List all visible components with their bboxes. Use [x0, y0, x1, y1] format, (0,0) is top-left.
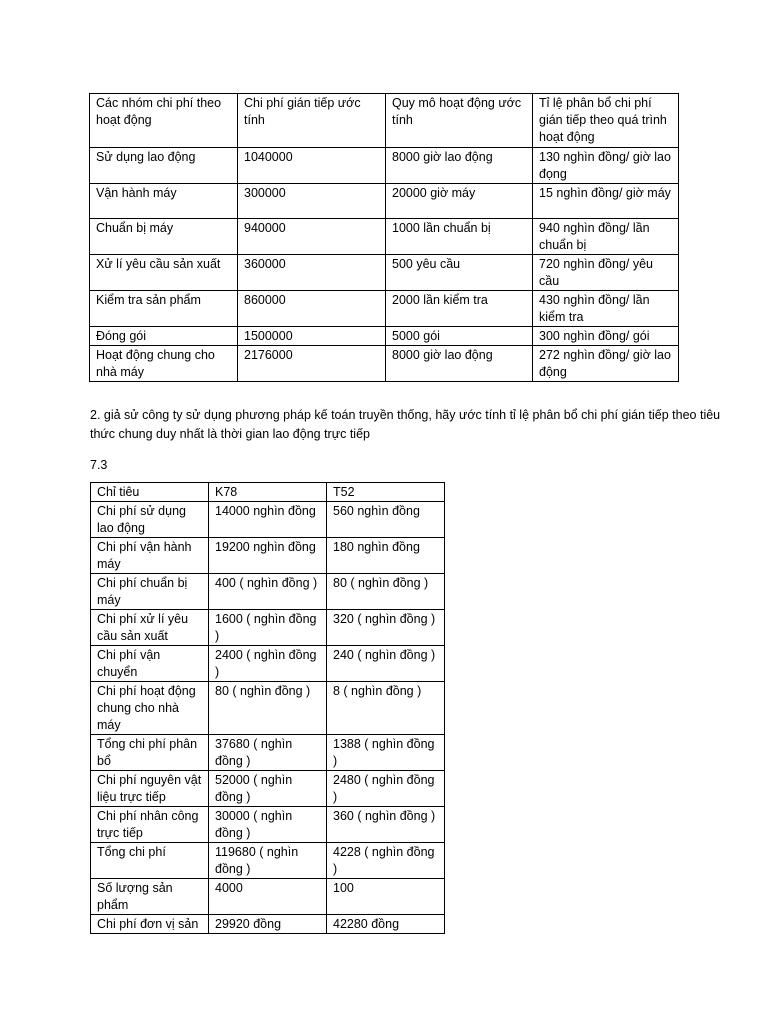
table-cell: 8000 giờ lao động — [386, 148, 533, 184]
table-cell: 180 nghìn đồng — [327, 538, 445, 574]
table-cell: 15 nghìn đồng/ giờ máy — [533, 184, 679, 219]
table-cell: 400 ( nghìn đồng ) — [209, 574, 327, 610]
table-cell: 8 ( nghìn đồng ) — [327, 682, 445, 735]
table-cell: 5000 gói — [386, 327, 533, 346]
table-cell: 80 ( nghìn đồng ) — [327, 574, 445, 610]
table-row — [91, 879, 445, 915]
header-cell: Chi phí gián tiếp ước tính — [238, 94, 386, 148]
table-row — [90, 148, 679, 184]
table-cell: Vận hành máy — [90, 184, 238, 219]
table-cell: 940 nghìn đồng/ lần chuẩn bị — [533, 219, 679, 255]
table-row — [90, 346, 679, 382]
table-cell: Chi phí vận hành máy — [91, 538, 209, 574]
table-row — [90, 184, 679, 219]
table-cell: 29920 đồng — [209, 915, 327, 934]
table-cell: 720 nghìn đồng/ yêu cầu — [533, 255, 679, 291]
table-cell: 52000 ( nghìn đồng ) — [209, 771, 327, 807]
table-row — [90, 291, 679, 327]
table-cell: 1000 lần chuẩn bị — [386, 219, 533, 255]
header-cell: Quy mô hoạt động ước tính — [386, 94, 533, 148]
table-cell: 119680 ( nghìn đồng ) — [209, 843, 327, 879]
table-cell: Kiểm tra sản phẩm — [90, 291, 238, 327]
table-cell: 42280 đồng — [327, 915, 445, 934]
table-header-row — [91, 483, 445, 502]
table-cell: 100 — [327, 879, 445, 915]
header-cell: Các nhóm chi phí theo hoạt động — [90, 94, 238, 148]
table-cell: Chi phí đơn vị sản — [91, 915, 209, 934]
table-cell: Chi phí nguyên vật liệu trực tiếp — [91, 771, 209, 807]
table-cell: 4228 ( nghìn đồng ) — [327, 843, 445, 879]
table-header-row — [90, 94, 679, 148]
table-cell: 272 nghìn đồng/ giờ lao động — [533, 346, 679, 382]
table-cell: Chi phí sử dụng lao động — [91, 502, 209, 538]
table-cell: 2480 ( nghìn đồng ) — [327, 771, 445, 807]
table-cell: Chi phí hoạt động chung cho nhà máy — [91, 682, 209, 735]
table-row — [91, 646, 445, 682]
table-cell: 30000 ( nghìn đồng ) — [209, 807, 327, 843]
table-cell: 500 yêu cầu — [386, 255, 533, 291]
table-row — [91, 574, 445, 610]
table-cell: 560 nghìn đồng — [327, 502, 445, 538]
header-cell: T52 — [327, 483, 445, 502]
table-cell: Chuẩn bị máy — [90, 219, 238, 255]
table-cell: 430 nghìn đồng/ lần kiểm tra — [533, 291, 679, 327]
table-cell: 1388 ( nghìn đồng ) — [327, 735, 445, 771]
table-row — [91, 538, 445, 574]
table-row — [91, 610, 445, 646]
table-cell: 130 nghìn đồng/ giờ lao đọng — [533, 148, 679, 184]
table-cell: 37680 ( nghìn đồng ) — [209, 735, 327, 771]
product-cost-table — [90, 482, 445, 934]
table-row — [91, 735, 445, 771]
table-cell: Xử lí yêu cầu sản xuất — [90, 255, 238, 291]
table-cell: 80 ( nghìn đồng ) — [209, 682, 327, 735]
table-cell: Chi phí chuẩn bị máy — [91, 574, 209, 610]
table-cell: 320 ( nghìn đồng ) — [327, 610, 445, 646]
header-cell: K78 — [209, 483, 327, 502]
header-cell: Tỉ lệ phân bổ chi phí gián tiếp theo quá trình hoạt động — [533, 94, 679, 148]
table-row — [90, 255, 679, 291]
table-cell: Tổng chi phí — [91, 843, 209, 879]
table-cell: Số lượng sản phẩm — [91, 879, 209, 915]
header-cell: Chỉ tiêu — [91, 483, 209, 502]
table-cell: 360 ( nghìn đồng ) — [327, 807, 445, 843]
table-cell: Chi phí nhân công trực tiếp — [91, 807, 209, 843]
table-row — [91, 807, 445, 843]
table-row — [91, 915, 445, 934]
section-number: 7.3 — [90, 458, 108, 472]
table-cell: Sử dụng lao động — [90, 148, 238, 184]
activity-cost-table — [89, 93, 679, 382]
table-cell: 14000 nghìn đồng — [209, 502, 327, 538]
table-row — [91, 682, 445, 735]
table-row — [91, 502, 445, 538]
table-cell: 1500000 — [238, 327, 386, 346]
table-cell: Hoạt động chung cho nhà máy — [90, 346, 238, 382]
table-row — [91, 771, 445, 807]
table-cell: 8000 giờ lao động — [386, 346, 533, 382]
table-cell: 300 nghìn đồng/ gói — [533, 327, 679, 346]
table-cell: 20000 giờ máy — [386, 184, 533, 219]
table-cell: 360000 — [238, 255, 386, 291]
table-cell: 1600 ( nghìn đồng ) — [209, 610, 327, 646]
table-row — [90, 219, 679, 255]
table-cell: 2176000 — [238, 346, 386, 382]
table-cell: 1040000 — [238, 148, 386, 184]
question-paragraph: 2. giả sử công ty sử dụng phương pháp kế toán truyền thống, hãy ước tính tỉ lệ phân bổ chi phí gián tiếp theo tiêu thức chung duy nhất là thời gian lao động trực tiếp — [90, 408, 721, 441]
table-cell: 860000 — [238, 291, 386, 327]
table-row — [90, 327, 679, 346]
table-cell: Chi phí xử lí yêu cầu sản xuất — [91, 610, 209, 646]
table-cell: Tổng chi phí phân bổ — [91, 735, 209, 771]
table-cell: 300000 — [238, 184, 386, 219]
table-cell: 2400 ( nghìn đồng ) — [209, 646, 327, 682]
table-cell: Chi phí vận chuyển — [91, 646, 209, 682]
table-cell: 4000 — [209, 879, 327, 915]
table-cell: Đóng gói — [90, 327, 238, 346]
table-cell: 240 ( nghìn đồng ) — [327, 646, 445, 682]
table-cell: 940000 — [238, 219, 386, 255]
table-cell: 2000 lần kiểm tra — [386, 291, 533, 327]
table-cell: 19200 nghìn đồng — [209, 538, 327, 574]
table-row — [91, 843, 445, 879]
